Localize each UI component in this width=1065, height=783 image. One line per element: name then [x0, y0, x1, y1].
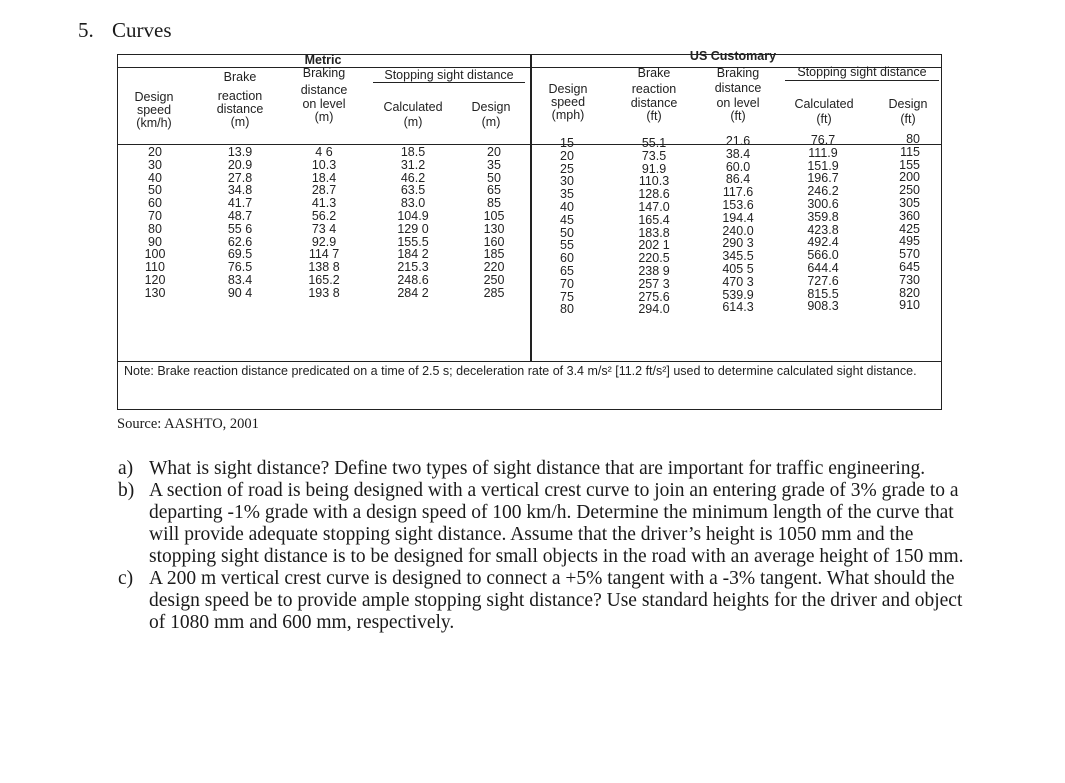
table-cell: 645 — [899, 259, 920, 274]
table-cell: 165.4 — [638, 212, 670, 227]
table-cell: 18.4 — [311, 170, 337, 185]
us-header-ssd: Stopping sight distance — [797, 65, 927, 79]
table-cell: 62.6 — [227, 234, 253, 249]
table-cell: 820 — [899, 285, 920, 300]
table-cell: 41.7 — [227, 196, 253, 211]
table-cell: 910 — [899, 298, 920, 313]
table-cell: 20 — [560, 148, 574, 163]
table-cell: 63.5 — [400, 183, 426, 198]
table-cell: 35 — [487, 157, 501, 172]
problem-heading — [78, 18, 172, 43]
table-cell: 10.3 — [311, 157, 337, 172]
table-cell: 13.9 — [227, 145, 253, 159]
table-cell: 290 3 — [722, 236, 754, 251]
us-header-brake-reaction: Brake reaction distance (ft) — [630, 66, 678, 123]
us-header-design: Design (ft) — [888, 97, 928, 126]
us-braking-column — [716, 135, 760, 314]
table-cell: 155 — [899, 157, 920, 172]
us-design-column — [880, 133, 920, 312]
table-cell: 284 2 — [397, 285, 429, 300]
table-cell: 196.7 — [807, 171, 839, 186]
table-cell: 275.6 — [638, 289, 670, 304]
us-brake-column — [632, 137, 676, 316]
table-cell: 25 — [560, 161, 574, 176]
table-cell: 60 — [148, 196, 162, 211]
table-cell: 55 6 — [227, 221, 253, 236]
metric-header-ssd: Stopping sight distance — [384, 68, 514, 82]
table-cell: 300.6 — [807, 196, 839, 211]
table-cell: 73.5 — [641, 148, 667, 163]
table-cell: 48.7 — [227, 208, 253, 223]
us-ssd-rule — [785, 80, 939, 81]
table-cell: 80 — [560, 302, 574, 317]
table-cell: 165.2 — [308, 272, 340, 287]
table-cell: 30 — [148, 157, 162, 172]
table-cell: 40 — [148, 170, 162, 185]
us-title: US Customary — [689, 49, 777, 63]
table-cell: 83.4 — [227, 272, 253, 287]
table-cell: 60 — [560, 251, 574, 266]
table-cell: 111.9 — [808, 145, 838, 160]
stopping-sight-distance-table — [117, 49, 942, 410]
metric-us-divider — [530, 55, 532, 361]
table-cell: 120 — [144, 272, 166, 287]
table-cell: 492.4 — [807, 235, 839, 250]
table-cell: 250 — [483, 272, 505, 287]
table-note: Note: Brake reaction distance predicated on a time of 2.5 s; deceleration rate of 3.4 m/s² [11.2 ft/s²] used to determine calculated sight distance. — [124, 364, 917, 378]
table-cell: 425 — [899, 221, 920, 236]
metric-braking-column — [300, 146, 348, 300]
table-cell: 566.0 — [807, 248, 839, 263]
table-cell: 20.9 — [227, 157, 253, 172]
question-label: c) — [118, 568, 134, 589]
table-cell: 115 — [900, 144, 920, 159]
table-cell: 31.2 — [400, 157, 426, 172]
us-header-design-speed: Design speed (mph) — [548, 82, 588, 122]
table-cell: 202 1 — [638, 238, 670, 253]
table-cell: 20 — [148, 145, 162, 159]
table-cell: 38.4 — [725, 146, 751, 161]
table-cell: 147.0 — [638, 199, 670, 214]
table-cell: 185 — [483, 247, 505, 262]
table-cell: 908.3 — [807, 299, 839, 314]
metric-ssd-rule — [373, 82, 525, 83]
table-cell: 55.1 — [641, 136, 667, 150]
table-cell: 117.6 — [722, 185, 754, 200]
us-calculated-column — [798, 134, 848, 313]
note-rule — [118, 361, 941, 362]
table-cell: 614.3 — [722, 300, 754, 315]
question-b — [118, 480, 968, 568]
us-header-braking-distance: Braking distance on level (ft) — [714, 66, 762, 123]
table-cell: 70 — [560, 276, 574, 291]
table-cell: 110 — [145, 260, 165, 275]
table-cell: 423.8 — [807, 222, 839, 237]
table-cell: 76.7 — [810, 133, 836, 147]
table-cell: 83.0 — [400, 196, 426, 211]
table-cell: 73 4 — [311, 221, 337, 236]
table-cell: 128.6 — [638, 187, 670, 202]
table-cell: 130 — [144, 285, 166, 300]
table-cell: 105 — [483, 208, 505, 223]
problem-title: Curves — [112, 18, 172, 42]
metric-brake-column — [218, 146, 262, 300]
table-cell: 183.8 — [638, 225, 670, 240]
metric-title: Metric — [304, 53, 342, 67]
table-cell: 40 — [560, 199, 574, 214]
table-cell: 50 — [560, 225, 574, 240]
us-header-calculated: Calculated (ft) — [794, 97, 854, 126]
problem-number: 5. — [78, 18, 94, 42]
table-cell: 41.3 — [311, 196, 337, 211]
table-cell: 65 — [560, 263, 574, 278]
table-cell: 50 — [148, 183, 162, 198]
table-cell: 4 6 — [315, 145, 333, 159]
table-cell: 470 3 — [722, 274, 754, 289]
table-cell: 539.9 — [722, 287, 754, 302]
table-cell: 60.0 — [725, 159, 751, 174]
question-label: b) — [118, 480, 135, 501]
table-cell: 70 — [148, 208, 162, 223]
table-cell: 35 — [560, 187, 574, 202]
table-cell: 100 — [144, 247, 166, 262]
table-cell: 18.5 — [400, 145, 426, 159]
metric-header-braking-distance: Braking distance on level (m) — [300, 66, 348, 124]
table-cell: 85 — [487, 196, 501, 211]
table-cell: 91.9 — [641, 161, 667, 176]
table-cell: 80 — [906, 132, 920, 146]
table-cell: 15 — [560, 136, 574, 150]
table-cell: 46.2 — [400, 170, 426, 185]
table-cell: 345.5 — [722, 249, 754, 264]
metric-calculated-column — [388, 146, 438, 300]
table-cell: 246.2 — [807, 184, 839, 199]
table-cell: 285 — [483, 285, 505, 300]
table-cell: 240.0 — [722, 223, 754, 238]
table-cell: 155.5 — [397, 234, 429, 249]
table-cell: 80 — [148, 221, 162, 236]
table-cell: 193 8 — [308, 285, 340, 300]
table-cell: 30 — [560, 174, 574, 189]
table-cell: 220 — [483, 260, 505, 275]
table-cell: 153.6 — [722, 197, 754, 212]
table-cell: 90 — [148, 234, 162, 249]
table-cell: 28.7 — [311, 183, 337, 198]
table-cell: 56.2 — [311, 208, 337, 223]
table-cell: 50 — [487, 170, 501, 185]
table-cell: 360 — [899, 208, 920, 223]
question-a — [118, 458, 968, 480]
us-speed-column — [552, 137, 582, 316]
table-cell: 76.5 — [227, 260, 253, 275]
table-cell: 114 7 — [308, 247, 340, 262]
table-cell: 727.6 — [807, 273, 839, 288]
table-cell: 200 — [899, 170, 920, 185]
table-cell: 151.9 — [807, 158, 839, 173]
table-cell: 45 — [560, 212, 574, 227]
metric-header-design: Design (m) — [471, 100, 511, 129]
table-cell: 194.4 — [722, 210, 754, 225]
question-label: a) — [118, 458, 134, 479]
table-cell: 55 — [560, 238, 574, 253]
table-cell: 34.8 — [227, 183, 253, 198]
table-cell: 257 3 — [638, 276, 670, 291]
table-cell: 570 — [899, 247, 920, 262]
table-cell: 248.6 — [397, 272, 429, 287]
table-cell: 305 — [899, 195, 920, 210]
table-cell: 238 9 — [638, 263, 670, 278]
metric-header-calculated: Calculated (m) — [383, 100, 443, 129]
table-cell: 250 — [899, 183, 920, 198]
table-cell: 160 — [483, 234, 505, 249]
table-cell: 215.3 — [397, 260, 429, 275]
question-c — [118, 568, 968, 634]
table-cell: 90 4 — [227, 285, 253, 300]
table-cell: 65 — [487, 183, 501, 198]
metric-design-column — [474, 146, 514, 300]
table-cell: 110.3 — [638, 174, 670, 189]
table-cell: 20 — [487, 145, 501, 159]
metric-speed-column — [140, 146, 170, 300]
table-cell: 86.4 — [725, 172, 751, 187]
table-cell: 104.9 — [397, 208, 429, 223]
question-text: A section of road is being designed with a vertical crest curve to join an entering grade of 3% grade to a departing -1% grade with a design speed of 100 km/h. Determine the minimum length of the curve that will provide adequate stopping sight distance. Assume that the driver’s height is 1050 mm and the stopping sight distance is to be designed for small objects in the road with an average height of 150 mm. — [149, 480, 964, 567]
table-cell: 359.8 — [807, 209, 839, 224]
question-list — [118, 458, 968, 634]
table-cell: 130 — [483, 221, 505, 236]
question-text: What is sight distance? Define two types of sight distance that are important for traffic engineering. — [149, 458, 926, 479]
table-cell: 138 8 — [308, 260, 340, 275]
table-cell: 69.5 — [227, 247, 253, 262]
table-cell: 129 0 — [397, 221, 429, 236]
table-cell: 815.5 — [807, 286, 839, 301]
table-cell: 730 — [899, 272, 920, 287]
metric-header-brake-reaction: Brake reaction distance (m) — [216, 70, 264, 129]
question-text: A 200 m vertical crest curve is designed to connect a +5% tangent with a -3% tangent. What should the design speed be to provide ample stopping sight distance? Use standard heights for the driver and object of 1080 mm and 600 mm, respectively. — [149, 568, 963, 633]
table-cell: 405 5 — [722, 261, 754, 276]
table-cell: 21.6 — [725, 134, 751, 148]
table-cell: 220.5 — [638, 251, 670, 266]
table-cell: 495 — [899, 234, 920, 249]
metric-header-design-speed: Design speed (km/h) — [134, 90, 174, 130]
table-cell: 294.0 — [638, 302, 670, 317]
table-cell: 92.9 — [311, 234, 337, 249]
source-citation: Source: AASHTO, 2001 — [117, 416, 259, 432]
table-cell: 27.8 — [227, 170, 253, 185]
table-cell: 644.4 — [807, 260, 839, 275]
table-cell: 184 2 — [397, 247, 429, 262]
table-cell: 75 — [560, 289, 574, 304]
